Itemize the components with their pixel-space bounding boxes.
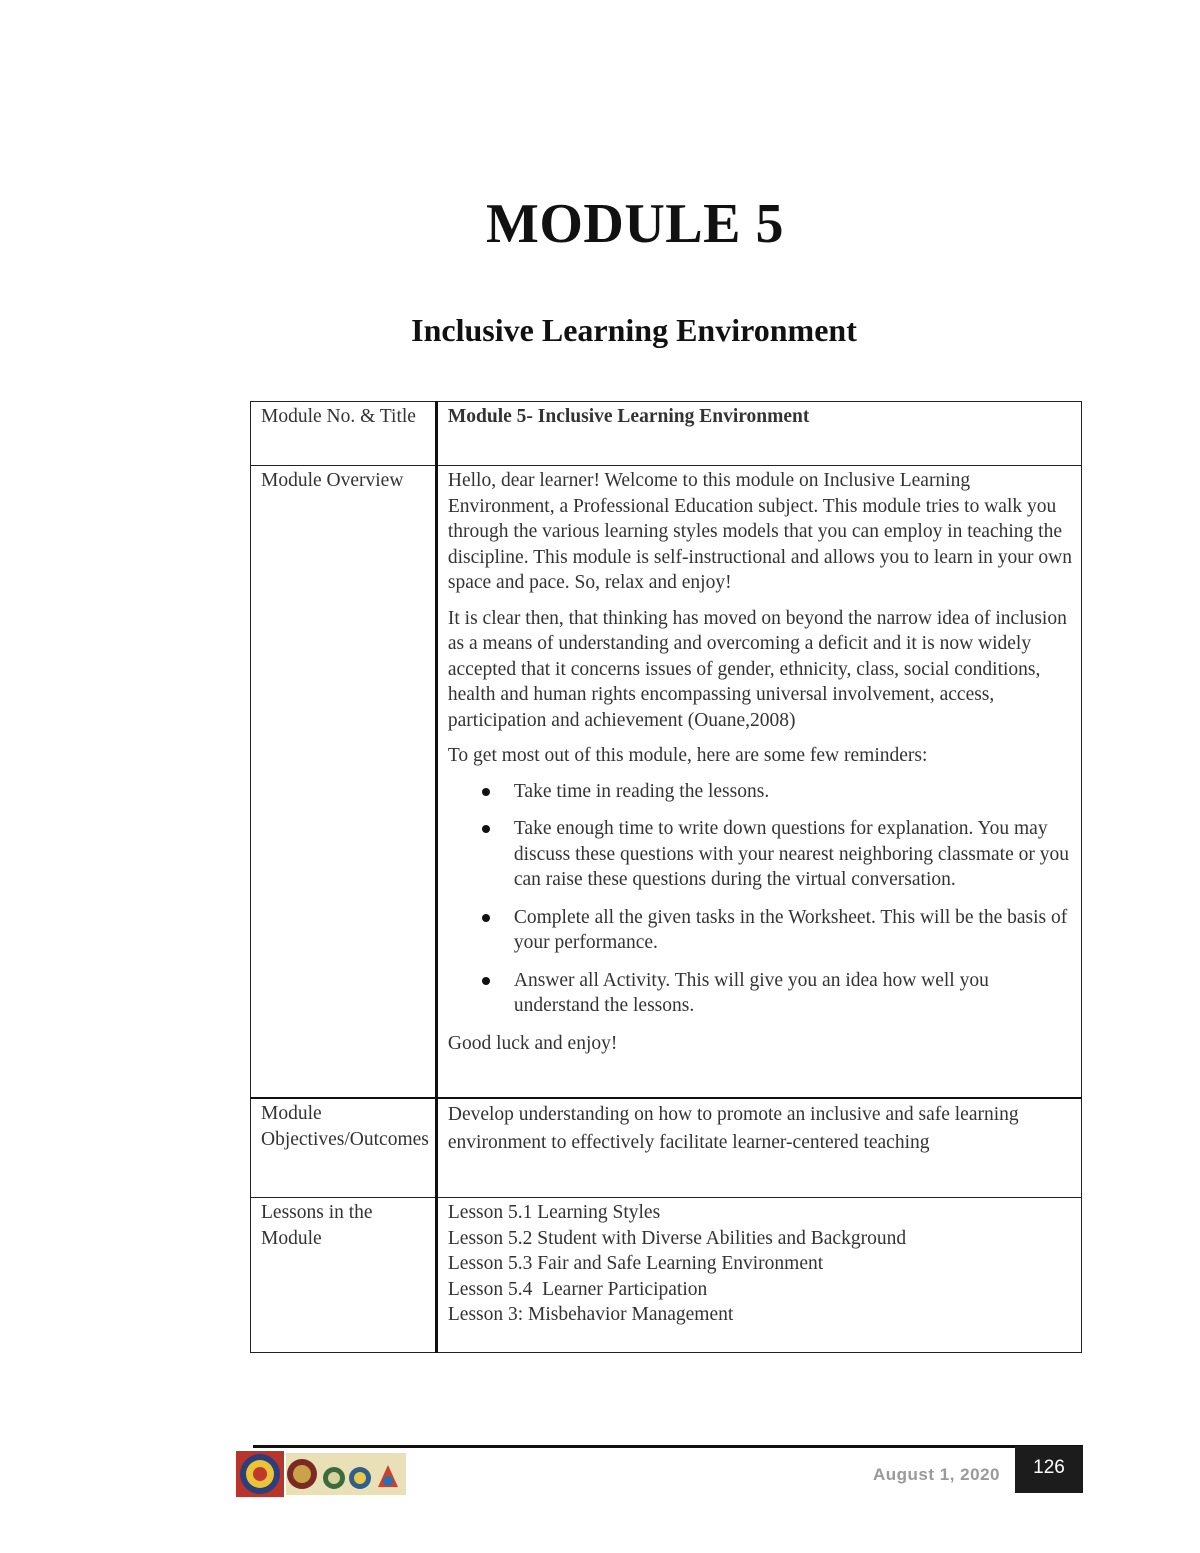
reminder-text: Answer all Activity. This will give you an idea how well you understand the lessons. (513, 969, 989, 1016)
reminders-list (448, 779, 1073, 1019)
reminder-item (514, 905, 1073, 956)
label-module-objectives: Module Objectives/Outcomes (251, 1098, 437, 1198)
reminder-item (514, 968, 1073, 1019)
reminder-text: Take time in reading the lessons. (513, 780, 770, 802)
module-heading: MODULE 5 (486, 193, 784, 255)
reminder-text: Complete all the given tasks in the Worksheet. This will be the basis of your performance. (513, 906, 1068, 953)
reminder-item (514, 779, 1073, 805)
value-lessons (436, 1198, 1081, 1353)
institution-logos (236, 1451, 406, 1497)
value-module-title: Module 5- Inclusive Learning Environment (436, 402, 1081, 466)
table-row-objectives (251, 1098, 1082, 1198)
table-row-title (251, 402, 1082, 466)
label-module-overview: Module Overview (251, 466, 437, 1099)
lesson-item: Lesson 5.1 Learning Styles (447, 1202, 661, 1223)
value-module-overview (436, 466, 1081, 1099)
lesson-item: Lesson 5.3 Fair and Safe Learning Environment (447, 1253, 824, 1274)
bullet-icon (482, 977, 490, 985)
overview-paragraph-2: It is clear then, that thinking has moved on beyond the narrow idea of inclusion as a means of understanding and overcoming a deficit and it is now widely accepted that it concerns issues of gender, ethnicity, class, social conditions, health and human rights encompassing universal involvement, access, participation and achievement (Ouane,2008) (447, 607, 1067, 731)
reminder-text: Take enough time to write down questions for explanation. You may discuss these questions with your nearest neighboring classmate or you can raise these questions during the virtual conversation. (513, 818, 1069, 890)
seal-logo-3 (323, 1467, 345, 1489)
overview-paragraph-3: To get most out of this module, here are some few reminders: (447, 745, 928, 766)
bullet-icon (482, 825, 490, 833)
seal-logo-1 (236, 1451, 284, 1497)
module-info-table (250, 401, 1082, 1353)
overview-closing: Good luck and enjoy! (447, 1032, 618, 1054)
table-row-overview (251, 466, 1082, 1099)
module-subtitle: Inclusive Learning Environment (411, 312, 857, 348)
label-module-title: Module No. & Title (251, 402, 437, 466)
overview-paragraph-1: Hello, dear learner! Welcome to this module on Inclusive Learning Environment, a Professional Education subject. This module tries to walk you through the various learning styles models that you can employ in teaching the discipline. This module is self-instructional and allows you to learn in your own space and pace. So, relax and enjoy! (447, 470, 1072, 593)
label-lessons: Lessons in the Module (251, 1198, 437, 1353)
lesson-item: Lesson 5.4 Learner Participation (447, 1278, 708, 1300)
value-module-objectives: Develop understanding on how to promote an inclusive and safe learning environment to effectively facilitate learner-centered teaching (436, 1098, 1081, 1198)
table-row-lessons (251, 1198, 1082, 1353)
lesson-item: Lesson 5.2 Student with Diverse Abilities and Background (447, 1227, 907, 1249)
footer-date: August 1, 2020 (873, 1465, 1000, 1484)
bullet-icon (482, 788, 490, 796)
lesson-item: Lesson 3: Misbehavior Management (447, 1304, 734, 1325)
bullet-icon (482, 914, 490, 922)
seal-logo-4 (349, 1467, 371, 1489)
footer-divider (253, 1445, 1083, 1448)
page-number: 126 (1015, 1446, 1083, 1493)
reminder-item (514, 816, 1073, 893)
